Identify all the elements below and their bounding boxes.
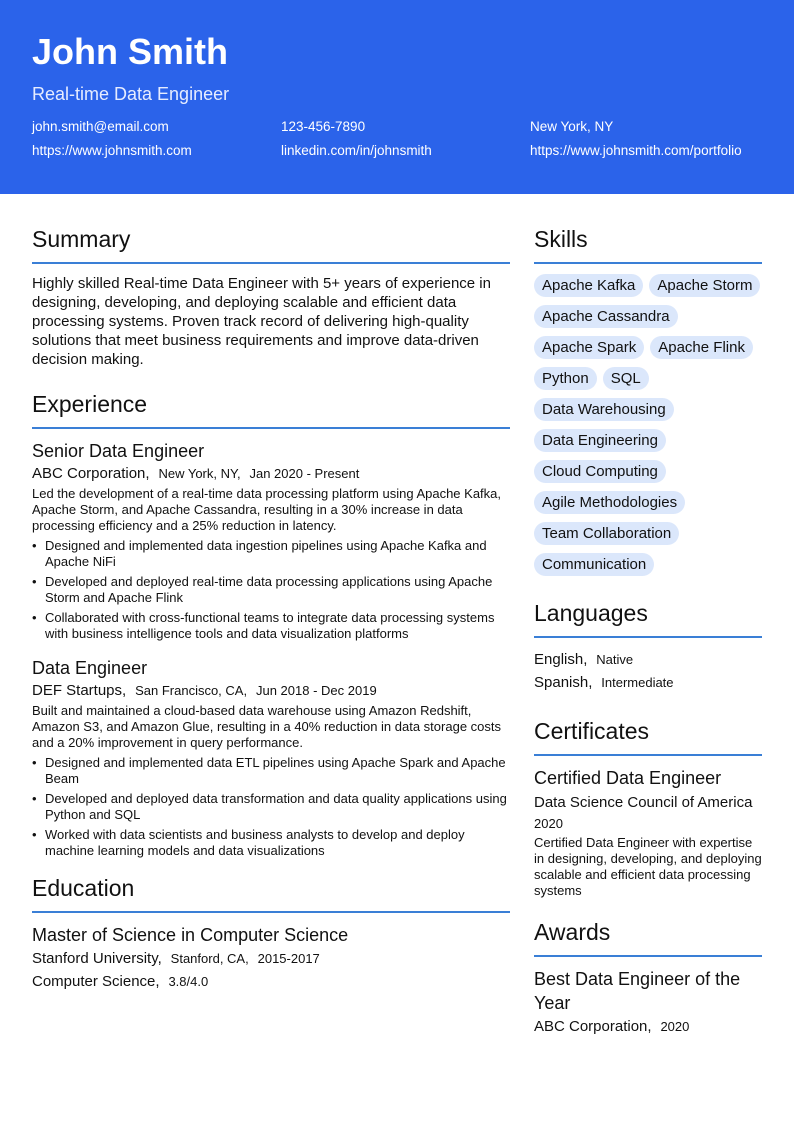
education-school: Stanford University,	[32, 950, 162, 967]
education-degree: Master of Science in Computer Science	[32, 925, 349, 945]
education-field: Computer Science,	[32, 973, 160, 990]
award-org: ABC Corporation,	[534, 1018, 652, 1035]
certificates-section	[534, 716, 762, 899]
skill-chip: Python	[534, 367, 597, 390]
resume-header	[0, 0, 794, 194]
job-title: Senior Data Engineer	[32, 441, 205, 461]
job-title: Data Engineer	[32, 658, 148, 678]
language-level: Intermediate	[601, 675, 674, 690]
skills-section	[534, 224, 762, 576]
skill-chip: Cloud Computing	[534, 460, 666, 483]
education-location: Stanford, CA,	[170, 951, 249, 966]
skill-chip: SQL	[603, 367, 649, 390]
skill-chip: Apache Storm	[649, 274, 760, 297]
skills-list	[534, 274, 762, 576]
award-meta	[534, 1017, 762, 1037]
language-item	[534, 648, 762, 671]
job-location: New York, NY,	[158, 466, 241, 481]
summary-section	[32, 224, 510, 369]
job-bullet: • Developed and deployed real-time data processing applications using Apache Storm and Apache Flink	[32, 574, 510, 606]
skill-chip: Apache Kafka	[534, 274, 643, 297]
job-location: San Francisco, CA,	[135, 683, 248, 698]
job-meta	[32, 464, 510, 484]
certificate-org: Data Science Council of America	[534, 794, 753, 811]
languages-section	[534, 598, 762, 694]
job-bullet: • Worked with data scientists and business analysts to develop and deploy machine learning models and data visualizations	[32, 827, 510, 859]
award-year: 2020	[660, 1019, 690, 1034]
job-bullet: • Collaborated with cross-functional teams to integrate data processing systems with business intelligence tools and data visualization platforms	[32, 610, 510, 642]
job-company: ABC Corporation,	[32, 465, 150, 482]
right-column	[534, 224, 762, 1037]
contact-info	[32, 119, 762, 159]
certificate-description: Certified Data Engineer with expertise in designing, developing, and deploying scalable and efficient data processing systems	[534, 835, 762, 898]
skills-heading: Skills	[534, 224, 762, 264]
summary-heading: Summary	[32, 224, 510, 264]
education-section	[32, 873, 510, 993]
portfolio-link[interactable]: https://www.johnsmith.com/portfolio	[530, 143, 742, 158]
certificate-year: 2020	[534, 816, 563, 831]
skill-chip: Agile Methodologies	[534, 491, 685, 514]
certificate-name: Certified Data Engineer	[534, 768, 722, 788]
education-heading: Education	[32, 873, 510, 913]
skill-chip: Apache Cassandra	[534, 305, 678, 328]
experience-heading: Experience	[32, 389, 510, 429]
location-text: New York, NY	[530, 119, 614, 134]
linkedin-link[interactable]: linkedin.com/in/johnsmith	[281, 143, 432, 158]
skill-chip: Communication	[534, 553, 654, 576]
language-name: English,	[534, 651, 588, 668]
experience-section	[32, 389, 510, 859]
job-dates: Jun 2018 - Dec 2019	[255, 683, 377, 698]
awards-heading: Awards	[534, 917, 762, 957]
job-meta	[32, 681, 510, 701]
languages-heading: Languages	[534, 598, 762, 638]
summary-text: Highly skilled Real-time Data Engineer with 5+ years of experience in designing, developing, and deploying scalable and efficient data processing systems. Proven track record of delivering high-quality solutions that meet business requirements and improve data-driven decision making.	[32, 275, 491, 368]
candidate-title: Real-time Data Engineer	[32, 84, 230, 104]
language-item	[534, 671, 762, 694]
left-column	[32, 224, 510, 993]
job-bullets	[32, 755, 510, 859]
job-entry	[32, 439, 510, 642]
education-school-line	[32, 947, 510, 970]
awards-section	[534, 917, 762, 1037]
job-bullet: • Designed and implemented data ingestion pipelines using Apache Kafka and Apache NiFi	[32, 538, 510, 570]
website-link[interactable]: https://www.johnsmith.com	[32, 143, 192, 158]
language-level: Native	[596, 652, 634, 667]
skill-chip: Apache Spark	[534, 336, 644, 359]
job-company: DEF Startups,	[32, 682, 127, 699]
job-bullets	[32, 538, 510, 642]
language-name: Spanish,	[534, 674, 593, 691]
email-link[interactable]: john.smith@email.com	[32, 119, 169, 134]
candidate-name: John Smith	[32, 31, 228, 72]
job-bullet: • Developed and deployed data transformation and data quality applications using Python and SQL	[32, 791, 510, 823]
job-dates: Jan 2020 - Present	[249, 466, 360, 481]
job-entry	[32, 656, 510, 859]
education-field-line	[32, 970, 510, 993]
education-years: 2015-2017	[257, 951, 320, 966]
education-gpa: 3.8/4.0	[168, 974, 209, 989]
skill-chip: Apache Flink	[650, 336, 753, 359]
award-name: Best Data Engineer of the Year	[534, 969, 741, 1013]
phone-number: 123-456-7890	[281, 119, 366, 134]
job-description: Built and maintained a cloud-based data warehouse using Amazon Redshift, Amazon S3, and Amazon Glue, resulting in a 40% reduction in data storage costs and a 20% improvement in query performance.	[32, 703, 501, 750]
job-description: Led the development of a real-time data processing platform using Apache Kafka, Apache Storm, and Apache Cassandra, resulting in a 30% increase in data processing efficiency and a 25% reduction in latency.	[32, 486, 502, 533]
skill-chip: Data Warehousing	[534, 398, 674, 421]
job-bullet: • Designed and implemented data ETL pipelines using Apache Spark and Apache Beam	[32, 755, 510, 787]
skill-chip: Data Engineering	[534, 429, 666, 452]
skill-chip: Team Collaboration	[534, 522, 679, 545]
certificates-heading: Certificates	[534, 716, 762, 756]
